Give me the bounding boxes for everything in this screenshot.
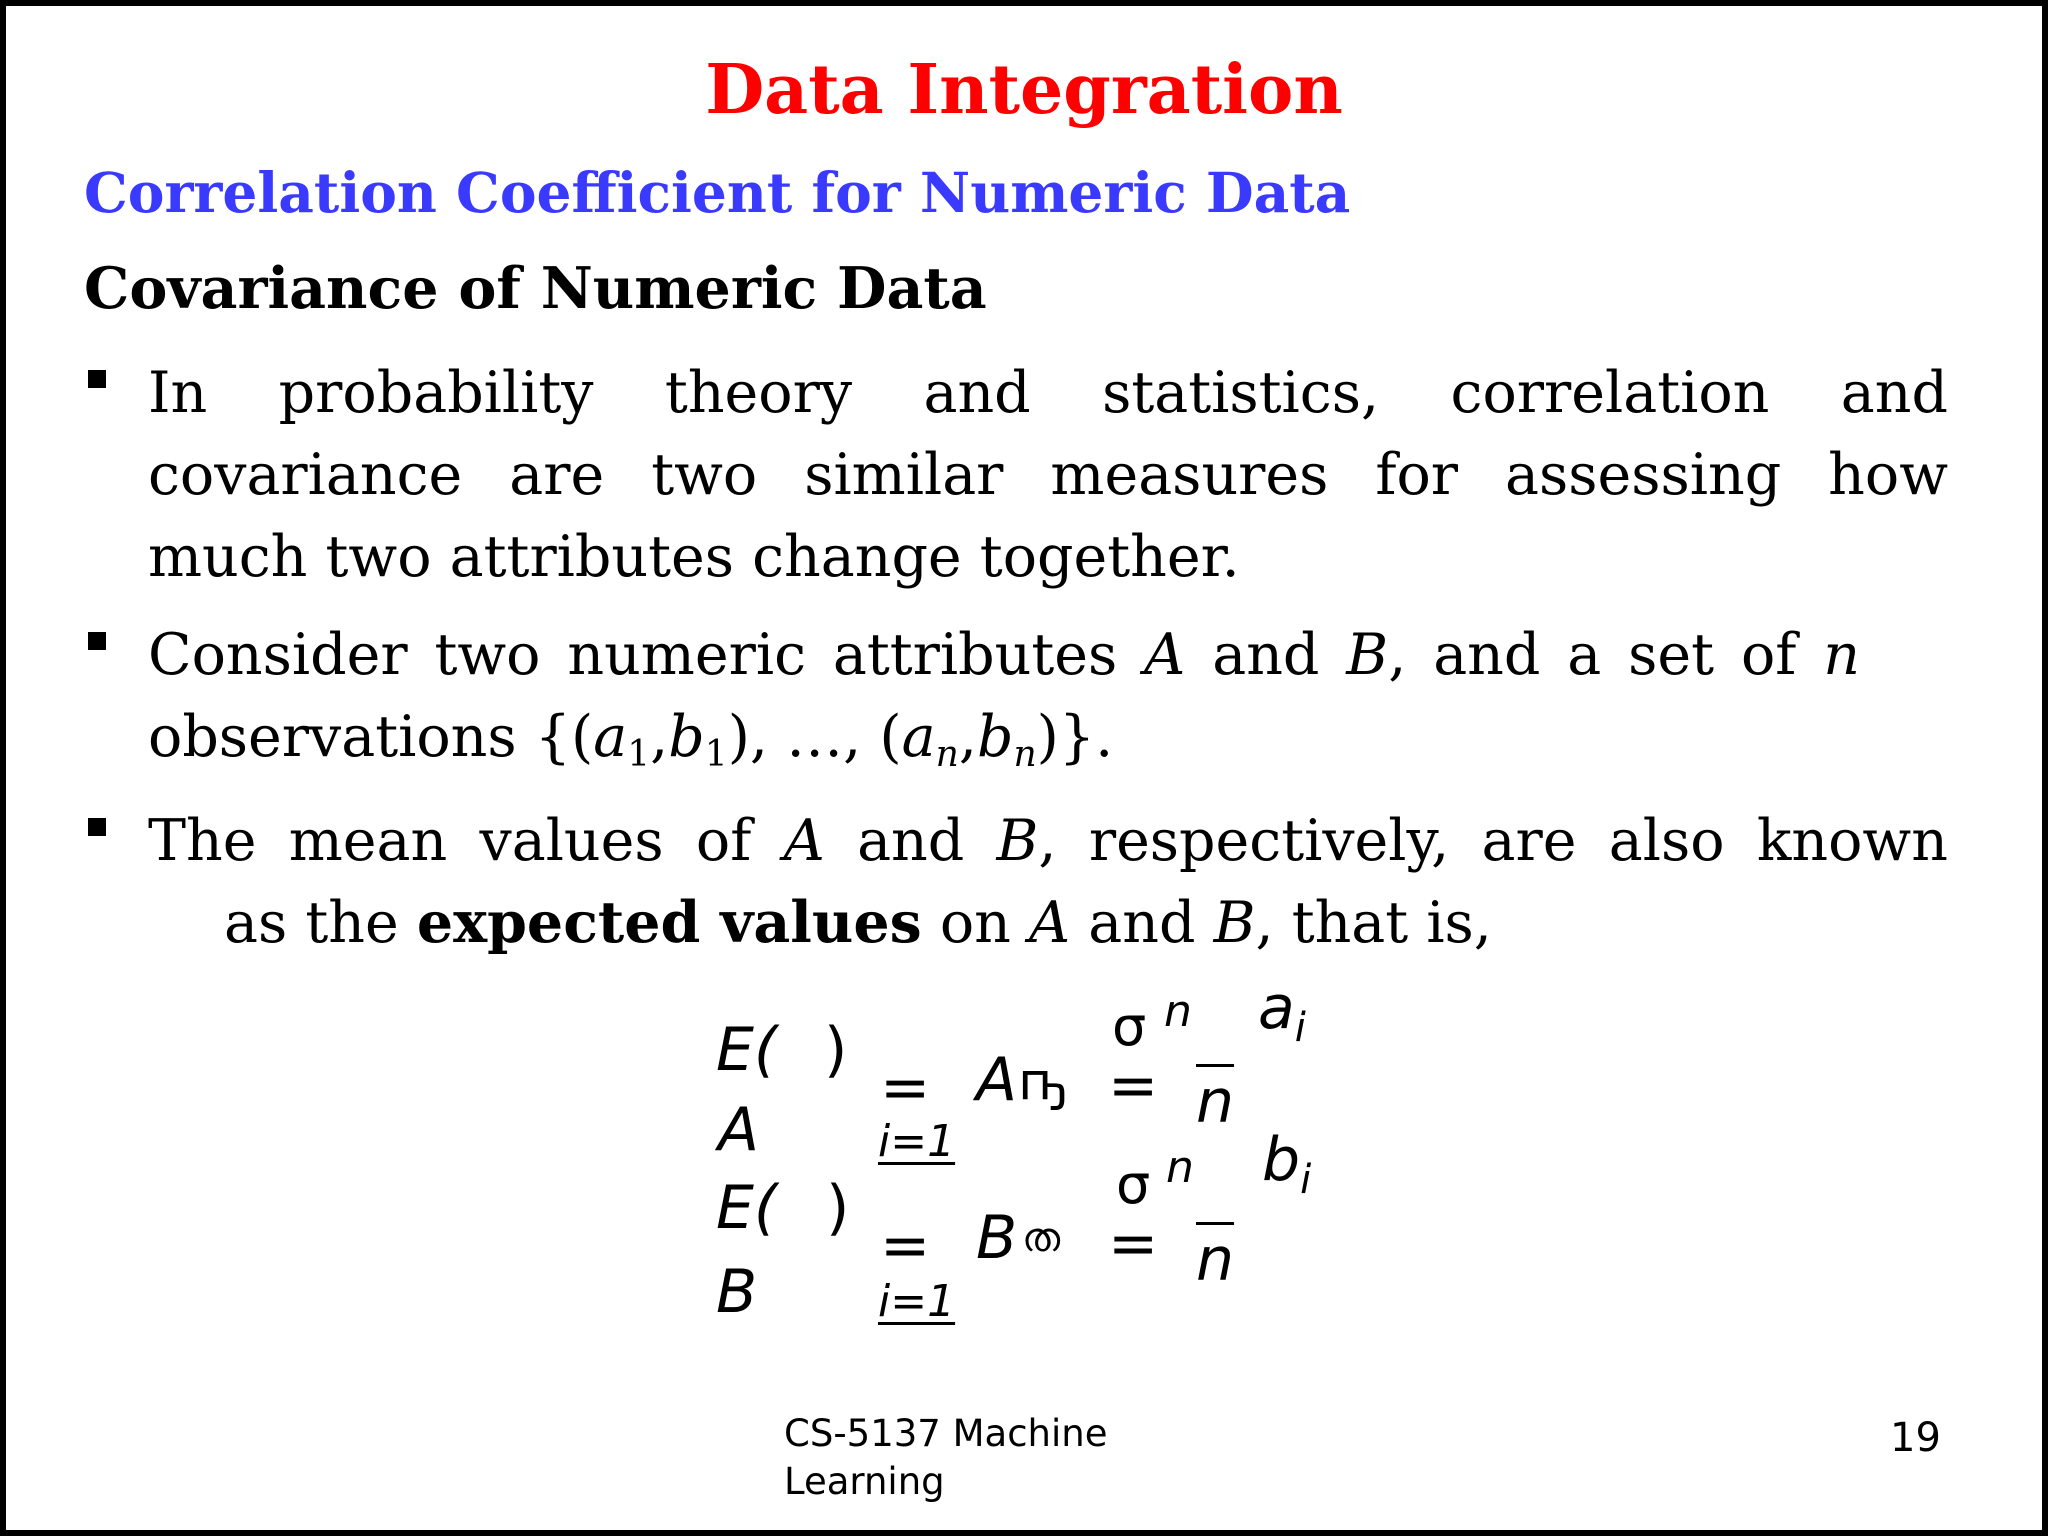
formula-B-bar: B: [976, 1203, 1018, 1273]
bullet-marker-3: [88, 818, 106, 836]
footer-course-name: CS-5137 Machine Learning: [784, 1412, 1108, 1503]
formula-A-bar: A: [976, 1045, 1018, 1115]
word: theory: [664, 360, 853, 426]
word: statistics,: [1102, 360, 1380, 426]
bullet-3-line-1: [148, 800, 1948, 882]
word: and: [857, 808, 965, 874]
bullet-2-line-2: [148, 696, 1860, 778]
text: as the: [224, 890, 417, 956]
formula-paren-close: ): [826, 1173, 850, 1243]
word: known: [1756, 808, 1948, 874]
formula-sigma: σ: [1116, 1153, 1151, 1216]
word: two: [434, 622, 541, 688]
word: and: [1840, 360, 1948, 426]
text: on: [921, 890, 1029, 956]
variable-A: A: [1144, 622, 1186, 688]
formula-a-sub-i: $a_i$: [1258, 973, 1306, 1051]
formula-sigma: σ: [1112, 995, 1147, 1058]
formula-glyph: ത: [1022, 1215, 1061, 1261]
text: ), …, (: [727, 704, 902, 770]
word: In: [148, 360, 208, 426]
word: assessing: [1505, 442, 1782, 508]
word: and: [1433, 622, 1541, 688]
var-a: a: [901, 704, 936, 770]
word: are: [509, 442, 605, 508]
formula-E-A-open: E(: [716, 1015, 778, 1085]
formula-B: B: [716, 1257, 758, 1327]
text: observations {(: [148, 704, 594, 770]
word: mean: [288, 808, 448, 874]
variable-B: B,: [996, 808, 1057, 874]
formula-n-denominator: $\overline{n}$: [1196, 1225, 1235, 1295]
word: of: [1740, 622, 1797, 688]
bullet-1-line-2: [148, 434, 1948, 516]
variable-B: B: [1213, 890, 1256, 956]
bullet-3-line-2: [148, 882, 1948, 964]
var-b: b: [668, 704, 705, 770]
variable-B: B,: [1346, 622, 1407, 688]
word: Consider: [148, 622, 408, 688]
expected-values-term: expected values: [416, 889, 922, 956]
word: values: [479, 808, 664, 874]
bullet-text-3: [148, 800, 1948, 964]
word: set: [1628, 622, 1715, 688]
bullet-text-1: [148, 352, 1948, 598]
word: covariance: [148, 442, 463, 508]
word: for: [1375, 442, 1459, 508]
word: The: [148, 808, 257, 874]
subscript: 1: [627, 734, 651, 775]
word: are: [1481, 808, 1577, 874]
subscript: n: [935, 734, 959, 775]
formula-equals: =: [880, 1211, 931, 1281]
formula-E-B-open: E(: [716, 1173, 778, 1243]
bullet-marker-2: [88, 632, 106, 650]
formula-equals: =: [1108, 1209, 1159, 1279]
word: and: [923, 360, 1031, 426]
formula-n-superscript: n: [1166, 1142, 1194, 1193]
word: similar: [804, 442, 1004, 508]
word: correlation: [1450, 360, 1770, 426]
var-a: a: [593, 704, 628, 770]
word: attributes: [832, 622, 1118, 688]
formula-b-sub-i: $b_i$: [1262, 1125, 1312, 1203]
bullet-2-line-1: [148, 614, 1860, 696]
slide-title: Data Integration: [705, 50, 1343, 130]
formula-equals: =: [1108, 1051, 1159, 1121]
formula-glyph: ҧ: [1018, 1052, 1066, 1112]
slide-subtitle: Correlation Coefficient for Numeric Data: [84, 160, 1351, 225]
formula-equals: =: [880, 1053, 931, 1123]
formula-n-denominator: $\overline{n}$: [1196, 1067, 1235, 1137]
word: probability: [278, 360, 594, 426]
word: numeric: [567, 622, 806, 688]
word: measures: [1050, 442, 1329, 508]
variable-n: n: [1823, 622, 1860, 688]
var-b: b: [976, 704, 1014, 770]
formula-n-superscript: n: [1164, 986, 1192, 1037]
word: also: [1608, 808, 1725, 874]
word: a: [1567, 622, 1602, 688]
formula-index: i=1: [878, 1116, 956, 1167]
bullet-1-line-1: [148, 352, 1948, 434]
text: ,: [650, 704, 669, 770]
formula-index: i=1: [878, 1276, 956, 1327]
bullet-marker-1: [88, 370, 106, 388]
variable-A: A: [783, 808, 825, 874]
subscript: 1: [704, 734, 728, 775]
bullet-text-2: [148, 614, 1860, 778]
section-heading: Covariance of Numeric Data: [84, 255, 987, 322]
formula-paren-close: ): [824, 1015, 848, 1085]
word: respectively,: [1088, 808, 1450, 874]
text: ,: [958, 704, 977, 770]
variable-A: A: [1028, 890, 1071, 956]
page-number: 19: [1890, 1415, 1941, 1461]
text: )}.: [1036, 704, 1114, 770]
word: how: [1828, 442, 1948, 508]
formula-A: A: [718, 1095, 760, 1165]
bullet-1-line-3: much two attributes change together.: [148, 524, 1240, 590]
word: two: [651, 442, 758, 508]
word: and: [1212, 622, 1320, 688]
word: of: [695, 808, 752, 874]
text: and: [1070, 890, 1214, 956]
text: , that is,: [1255, 890, 1492, 956]
subscript: n: [1013, 734, 1037, 775]
